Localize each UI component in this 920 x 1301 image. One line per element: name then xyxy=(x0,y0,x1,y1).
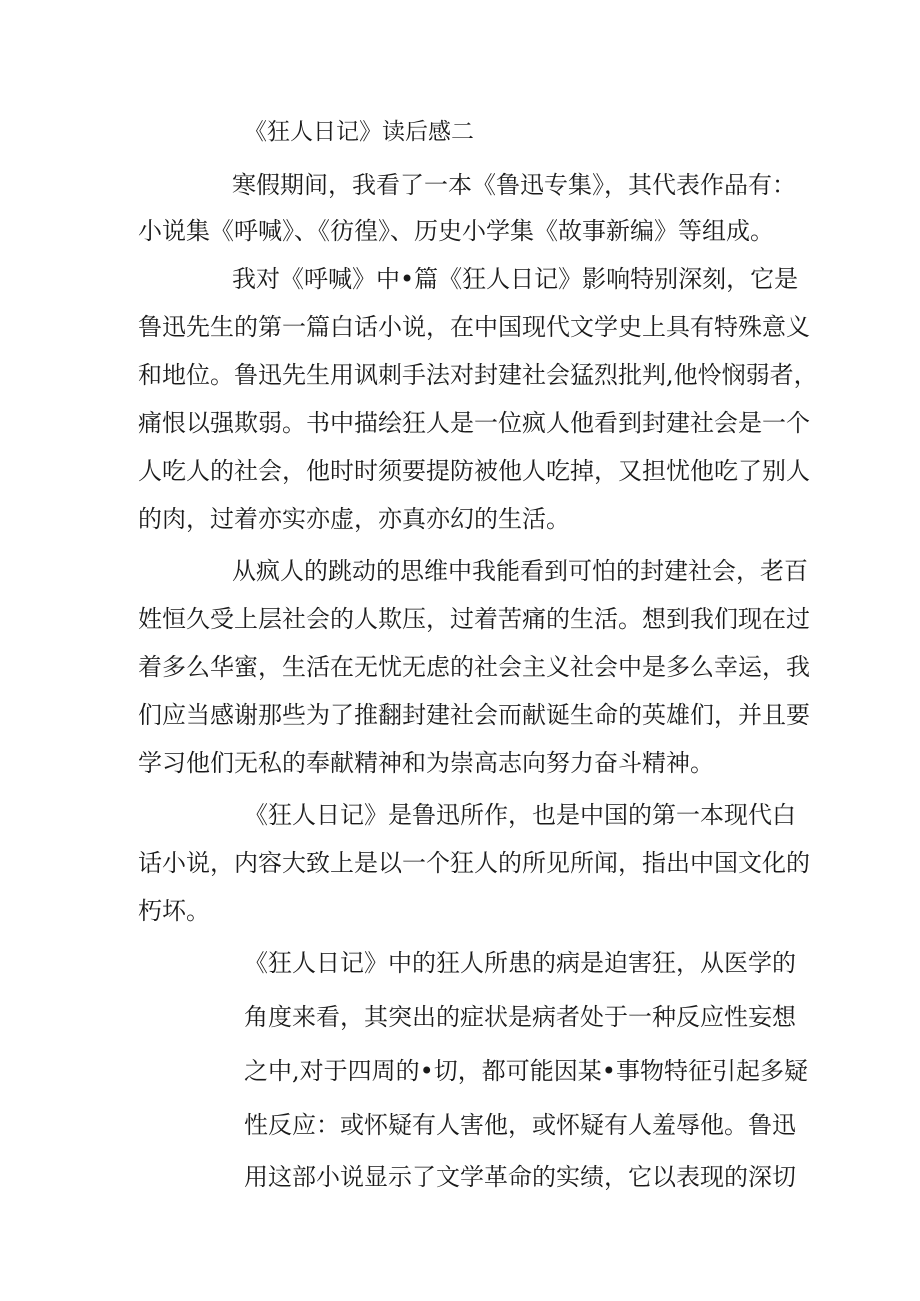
paragraph-5-line-2: 角度来看，其突出的症状是病者处于一种反应性妄想 xyxy=(244,1003,796,1031)
paragraph-2-line-2: 鲁迅先生的第一篇白话小说，在中国现代文学史上具有特殊意义 xyxy=(138,313,810,341)
paragraph-3-line-3: 着多么华蜜，生活在无忧无虑的社会主义社会中是多么幸运，我 xyxy=(138,653,810,681)
paragraph-3-line-5: 学习他们无私的奉献精神和为崇高志向努力奋斗精神。 xyxy=(138,749,714,777)
paragraph-5-line-4: 性反应：或怀疑有人害他，或怀疑有人羞辱他。鲁迅 xyxy=(244,1111,796,1139)
document-title: 《狂人日记》读后感二 xyxy=(244,119,474,145)
paragraph-2-line-5: 人吃人的社会，他时时须要提防被他人吃掉，又担忧他吃了别人 xyxy=(138,457,810,485)
paragraph-4-line-3: 朽坏。 xyxy=(138,897,210,925)
paragraph-2-line-3: 和地位。鲁迅先生用讽刺手法对封建社会猛烈批判,他怜悯弱者， xyxy=(138,361,818,389)
paragraph-4-line-1: 《狂人日记》是鲁迅所作，也是中国的第一本现代白 xyxy=(244,801,796,829)
paragraph-2-line-6: 的肉，过着亦实亦虚，亦真亦幻的生活。 xyxy=(138,505,570,533)
paragraph-5-line-3: 之中,对于四周的•切，都可能因某•事物特征引起多疑 xyxy=(244,1057,808,1085)
paragraph-1-line-1: 寒假期间，我看了一本《鲁迅专集》，其代表作品有： xyxy=(232,171,796,199)
paragraph-4-line-2: 话小说，内容大致上是以一个狂人的所见所闻，指出中国文化的 xyxy=(138,849,810,877)
paragraph-2-line-1: 我对《呼喊》中•篇《狂人日记》影响特别深刻，它是 xyxy=(232,265,799,293)
paragraph-3-line-2: 姓恒久受上层社会的人欺压，过着苦痛的生活。想到我们现在过 xyxy=(138,605,810,633)
paragraph-5-line-1: 《狂人日记》中的狂人所患的病是迫害狂，从医学的 xyxy=(244,949,796,977)
paragraph-1-line-2: 小说集《呼喊》、《彷徨》、历史小学集《故事新编》等组成。 xyxy=(138,217,774,245)
paragraph-3-line-1: 从疯人的跳动的思维中我能看到可怕的封建社会，老百 xyxy=(232,557,808,585)
paragraph-3-line-4: 们应当感谢那些为了推翻封建社会而献诞生命的英雄们，并且要 xyxy=(138,701,810,729)
paragraph-2-line-4: 痛恨以强欺弱。书中描绘狂人是一位疯人他看到封建社会是一个 xyxy=(138,409,810,437)
paragraph-5-line-5: 用这部小说显示了文学革命的实绩，它以表现的深切 xyxy=(244,1163,796,1191)
